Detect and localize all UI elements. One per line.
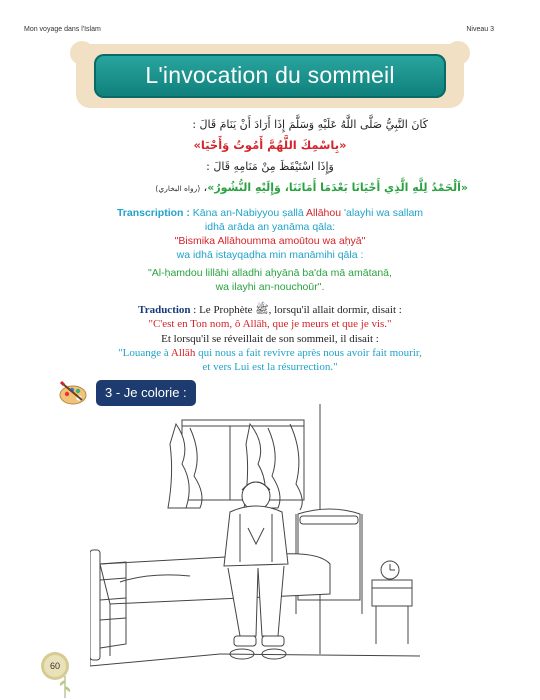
activity-label: 3 - Je colorie : <box>96 380 196 406</box>
transcription-line-3: "Bismika Allāhoumma amoūtou wa aḥyā" <box>174 235 366 247</box>
transcription-line-1: Transcription : Kāna an-Nabiyyou ṣallā Allāhou 'alayhi wa sallam <box>116 207 424 219</box>
arabic-line-4: «اَلْحَمْدُ لِلَّهِ الَّذِي أَحْيَانَا بَعْدَمَا أَمَاتَنَا، وَإِلَيْهِ النُّشُورُ»، (رواه البخاري) <box>155 181 468 194</box>
book-title: Mon voyage dans l'Islam <box>24 26 101 33</box>
translation-line-4: "Louange à Allāh qui nous a fait revivre après nous avoir fait mourir, <box>118 347 422 359</box>
level-label: Niveau 3 <box>466 26 494 33</box>
translation-line-2: "C'est en Ton nom, ô Allāh, que je meurs et que je vis." <box>148 318 392 330</box>
translation-line-1: Traduction : Le Prophète ﷺ, lorsqu'il allait dormir, disait : <box>138 304 402 316</box>
lesson-title: L'invocation du sommeil <box>145 62 395 88</box>
transcription-allah: Allāhou <box>306 207 342 219</box>
transcription-line-4: wa idhā istayqaḍha min manāmihi qāla : <box>176 249 364 261</box>
arabic-dua-sleep: «بِاسْمِكَ اللَّهُمَّ أَمُوتُ وَأَحْيَا» <box>193 138 347 152</box>
arabic-line-1: كَانَ النَّبِيُّ صَلَّى اللَّهُ عَلَيْهِ وَسَلَّمَ إِذَا أَرَادَ أَنْ يَنَامَ قَالَ : <box>192 118 428 131</box>
transcription-line-5: "Al-ḥamdou lillāhi alladhi aḥyānā ba'da mā amātanā, <box>148 267 392 279</box>
translation-allah: Allāh <box>170 347 196 359</box>
coloring-illustration <box>90 404 420 686</box>
palette-brush-icon <box>58 380 92 406</box>
leaf-icon <box>58 676 72 698</box>
translation-label: Traduction <box>138 304 191 316</box>
transcription-line-6: wa ilayhi an-nouchoūr". <box>215 281 325 293</box>
translation-line-5: et vers Lui est la résurrection." <box>202 361 338 373</box>
page-number: 60 <box>44 655 66 677</box>
arabic-line-3: وَإِذَا اسْتَيْقَظَ مِنْ مَنَامِهِ قَالَ : <box>206 160 334 173</box>
transcription-line-2: idhā arāda an yanāma qāla: <box>204 221 336 233</box>
arabic-dua-waking: «اَلْحَمْدُ لِلَّهِ الَّذِي أَحْيَانَا بَعْدَمَا أَمَاتَنَا، وَإِلَيْهِ النُّشُورُ» <box>207 181 468 194</box>
title-banner <box>76 44 464 108</box>
translation-line-3: Et lorsqu'il se réveillait de son sommeil, il disait : <box>161 333 379 345</box>
arabic-source: (رواه البخاري) <box>155 184 201 193</box>
transcription-label: Transcription : <box>116 207 190 219</box>
